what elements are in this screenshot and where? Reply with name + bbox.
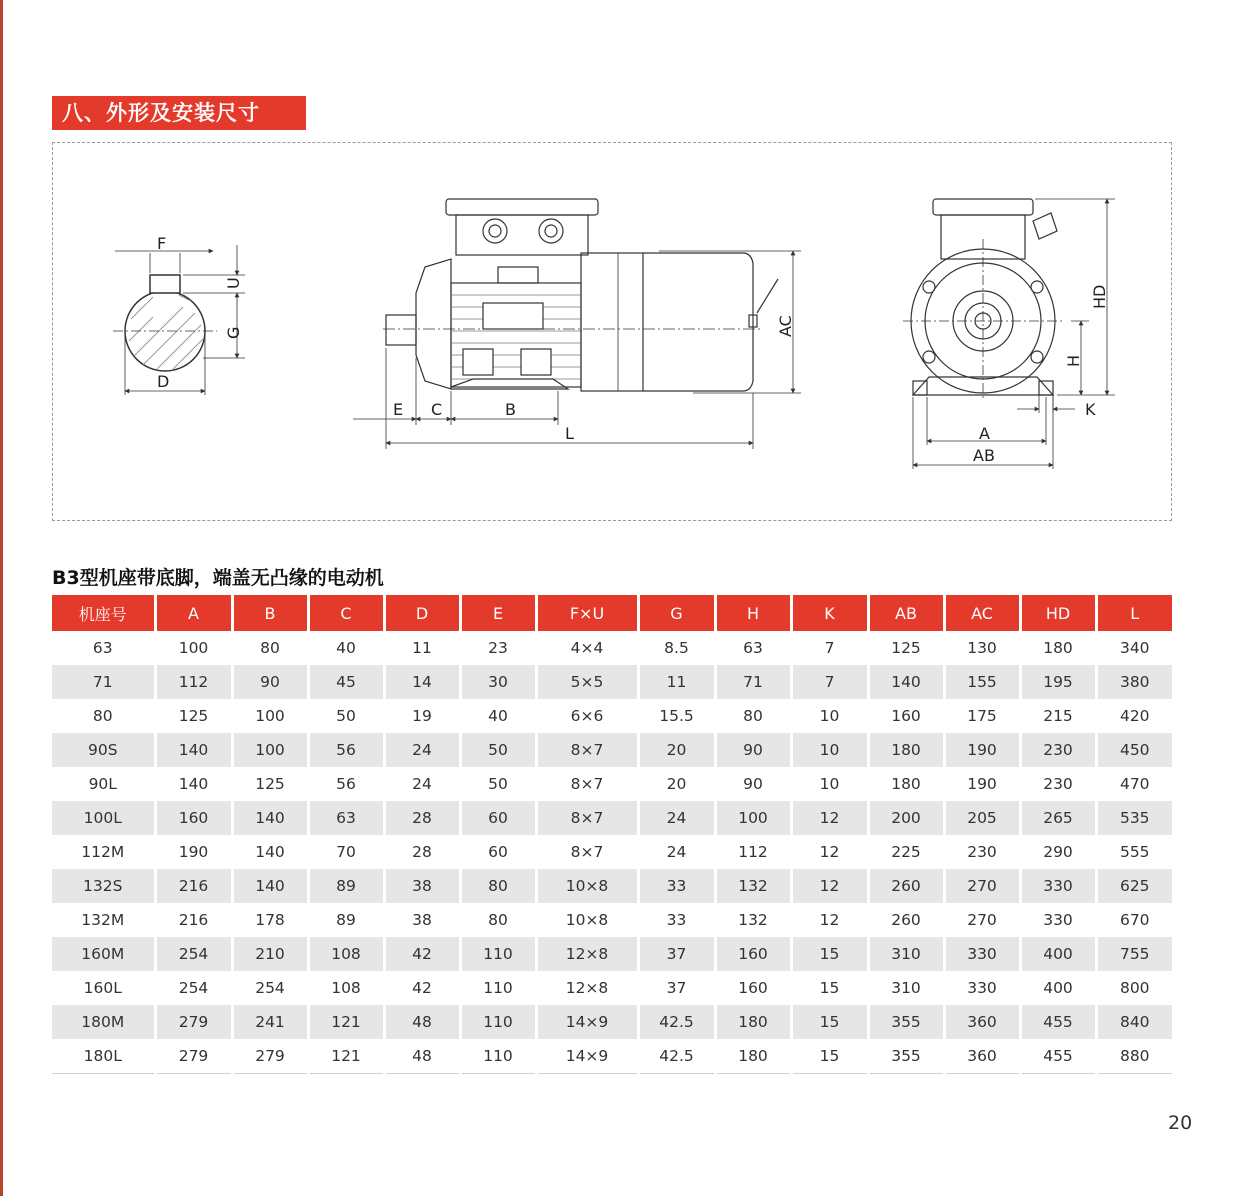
table-cell: 180 bbox=[1020, 631, 1096, 665]
table-cell: 7 bbox=[791, 665, 868, 699]
table-cell: 15 bbox=[791, 1039, 868, 1074]
table-cell: 195 bbox=[1020, 665, 1096, 699]
table-cell: 670 bbox=[1096, 903, 1172, 937]
table-cell: 8×7 bbox=[536, 733, 638, 767]
table-cell: 270 bbox=[944, 903, 1020, 937]
table-cell: 4×4 bbox=[536, 631, 638, 665]
table-cell: 210 bbox=[232, 937, 308, 971]
column-header: H bbox=[715, 595, 791, 631]
table-header-row bbox=[52, 595, 1172, 631]
table-cell: 205 bbox=[944, 801, 1020, 835]
table-cell: 330 bbox=[944, 937, 1020, 971]
table-cell: 24 bbox=[638, 801, 715, 835]
table-cell: 63 bbox=[308, 801, 384, 835]
table-cell: 121 bbox=[308, 1005, 384, 1039]
frame-size-cell: 132M bbox=[81, 911, 125, 929]
table-cell: 400 bbox=[1020, 971, 1096, 1005]
table-cell: 45 bbox=[308, 665, 384, 699]
table-cell: 840 bbox=[1096, 1005, 1172, 1039]
motor-side-view bbox=[353, 199, 801, 449]
table-cell: 33 bbox=[638, 903, 715, 937]
table-cell: 14 bbox=[384, 665, 460, 699]
table-cell: 260 bbox=[868, 903, 944, 937]
table-cell: 12×8 bbox=[536, 937, 638, 971]
table-cell: 110 bbox=[460, 971, 536, 1005]
table-cell: 330 bbox=[1020, 903, 1096, 937]
table-cell: 360 bbox=[944, 1039, 1020, 1074]
table-cell: 140 bbox=[232, 869, 308, 903]
table-cell: 216 bbox=[155, 903, 232, 937]
table-cell: 42.5 bbox=[638, 1039, 715, 1074]
column-header: K bbox=[791, 595, 868, 631]
table-cell: 10×8 bbox=[536, 903, 638, 937]
table-cell: 254 bbox=[155, 971, 232, 1005]
table-cell: 535 bbox=[1096, 801, 1172, 835]
table-cell: 90 bbox=[232, 665, 308, 699]
table-cell: 140 bbox=[232, 835, 308, 869]
table-cell: 63 bbox=[715, 631, 791, 665]
table-cell: 20 bbox=[638, 733, 715, 767]
table-cell: 260 bbox=[868, 869, 944, 903]
table-cell: 100 bbox=[715, 801, 791, 835]
table-cell: 330 bbox=[944, 971, 1020, 1005]
table-cell: 15 bbox=[791, 937, 868, 971]
dimension-drawing bbox=[52, 142, 1172, 521]
table-cell: 19 bbox=[384, 699, 460, 733]
table-cell: 279 bbox=[232, 1039, 308, 1074]
table-cell: 11 bbox=[638, 665, 715, 699]
table-cell: 80 bbox=[232, 631, 308, 665]
dim-label-u: U bbox=[224, 277, 243, 289]
table-cell: 132 bbox=[715, 903, 791, 937]
table-cell: 310 bbox=[868, 971, 944, 1005]
table-cell: 89 bbox=[308, 903, 384, 937]
table-cell: 50 bbox=[308, 699, 384, 733]
table-cell: 40 bbox=[460, 699, 536, 733]
table-cell: 880 bbox=[1096, 1039, 1172, 1074]
table-cell: 56 bbox=[308, 767, 384, 801]
table-cell: 10 bbox=[791, 699, 868, 733]
table-cell: 14×9 bbox=[536, 1039, 638, 1074]
table-cell: 160 bbox=[868, 699, 944, 733]
table-cell: 190 bbox=[944, 733, 1020, 767]
frame-size-cell: 160L bbox=[83, 979, 122, 997]
table-cell: 230 bbox=[1020, 733, 1096, 767]
table-row bbox=[52, 699, 1172, 733]
page-number: 20 bbox=[1168, 1112, 1193, 1134]
table-row bbox=[52, 1039, 1172, 1074]
page-edge-line bbox=[0, 0, 3, 1196]
table-row bbox=[52, 971, 1172, 1005]
dim-label-ac: AC bbox=[776, 315, 795, 337]
table-cell: 24 bbox=[384, 733, 460, 767]
table-cell: 241 bbox=[232, 1005, 308, 1039]
table-cell: 50 bbox=[460, 733, 536, 767]
table-row bbox=[52, 733, 1172, 767]
table-cell: 380 bbox=[1096, 665, 1172, 699]
dim-label-l: L bbox=[565, 424, 574, 443]
table-cell: 125 bbox=[868, 631, 944, 665]
table-cell: 7 bbox=[791, 631, 868, 665]
frame-size-cell: 132S bbox=[52, 869, 155, 903]
table-cell: 90 bbox=[715, 767, 791, 801]
table-cell: 5×5 bbox=[536, 665, 638, 699]
table-row bbox=[52, 767, 1172, 801]
table-cell: 12 bbox=[791, 835, 868, 869]
frame-size-cell: 180M bbox=[52, 1005, 155, 1039]
table-cell: 90 bbox=[715, 733, 791, 767]
column-header: D bbox=[384, 595, 460, 631]
frame-size-cell: 180L bbox=[52, 1039, 155, 1074]
table-cell: 12 bbox=[791, 903, 868, 937]
frame-size-cell: 90L bbox=[88, 775, 117, 793]
column-header: E bbox=[460, 595, 536, 631]
table-cell: 15 bbox=[791, 1005, 868, 1039]
frame-size-cell: 112M bbox=[81, 843, 125, 861]
table-row bbox=[52, 631, 1172, 665]
table-cell: 108 bbox=[308, 971, 384, 1005]
table-cell: 140 bbox=[155, 767, 232, 801]
table-cell: 230 bbox=[944, 835, 1020, 869]
dim-label-d: D bbox=[157, 372, 170, 391]
table-cell: 200 bbox=[868, 801, 944, 835]
table-cell: 110 bbox=[460, 937, 536, 971]
table-cell: 155 bbox=[944, 665, 1020, 699]
table-cell: 24 bbox=[384, 767, 460, 801]
column-header: L bbox=[1096, 595, 1172, 631]
table-row bbox=[52, 869, 1172, 903]
table-cell: 80 bbox=[715, 699, 791, 733]
table-cell: 33 bbox=[638, 869, 715, 903]
table-cell: 48 bbox=[384, 1005, 460, 1039]
table-cell: 38 bbox=[384, 869, 460, 903]
table-cell: 180 bbox=[715, 1005, 791, 1039]
column-header: 机座号 bbox=[52, 595, 155, 631]
frame-size-cell: 63 bbox=[92, 639, 113, 657]
table-row bbox=[52, 903, 1172, 937]
table-cell: 71 bbox=[715, 665, 791, 699]
table-cell: 125 bbox=[155, 699, 232, 733]
dim-label-e: E bbox=[393, 400, 404, 419]
frame-size-cell: 160M bbox=[52, 937, 155, 971]
table-cell: 24 bbox=[638, 835, 715, 869]
table-cell: 110 bbox=[460, 1039, 536, 1074]
frame-size-cell: 71 bbox=[52, 665, 155, 699]
table-cell: 180 bbox=[715, 1039, 791, 1074]
dim-label-h: H bbox=[1064, 354, 1083, 367]
table-cell: 23 bbox=[460, 631, 536, 665]
dim-label-b: B bbox=[505, 400, 516, 419]
table-cell: 48 bbox=[384, 1039, 460, 1074]
table-cell: 178 bbox=[232, 903, 308, 937]
dim-label-k: K bbox=[1085, 400, 1096, 419]
table-cell: 40 bbox=[308, 631, 384, 665]
column-header: F×U bbox=[536, 595, 638, 631]
table-row bbox=[52, 937, 1172, 971]
table-cell: 180 bbox=[868, 767, 944, 801]
table-cell: 8×7 bbox=[536, 767, 638, 801]
table-cell: 89 bbox=[308, 869, 384, 903]
table-cell: 265 bbox=[1020, 801, 1096, 835]
table-cell: 160 bbox=[155, 801, 232, 835]
table-cell: 37 bbox=[638, 971, 715, 1005]
dim-label-f: F bbox=[157, 234, 167, 253]
table-cell: 215 bbox=[1020, 699, 1096, 733]
table-row bbox=[52, 801, 1172, 835]
table-cell: 125 bbox=[232, 767, 308, 801]
table-cell: 15 bbox=[791, 971, 868, 1005]
table-cell: 20 bbox=[638, 767, 715, 801]
table-cell: 8×7 bbox=[536, 835, 638, 869]
motor-front-view bbox=[903, 199, 1115, 469]
table-cell: 10×8 bbox=[536, 869, 638, 903]
frame-size-cell: 90S bbox=[52, 733, 155, 767]
table-cell: 160 bbox=[715, 937, 791, 971]
table-cell: 360 bbox=[944, 1005, 1020, 1039]
table-cell: 100 bbox=[232, 733, 308, 767]
table-cell: 10 bbox=[791, 767, 868, 801]
table-cell: 12 bbox=[791, 869, 868, 903]
table-cell: 290 bbox=[1020, 835, 1096, 869]
table-row bbox=[52, 665, 1172, 699]
table-cell: 100 bbox=[155, 631, 232, 665]
table-cell: 310 bbox=[868, 937, 944, 971]
dimension-table bbox=[52, 595, 1172, 1074]
table-cell: 555 bbox=[1096, 835, 1172, 869]
table-cell: 30 bbox=[460, 665, 536, 699]
column-header: A bbox=[155, 595, 232, 631]
table-cell: 80 bbox=[460, 903, 536, 937]
dim-label-a: A bbox=[979, 424, 990, 443]
table-cell: 121 bbox=[308, 1039, 384, 1074]
table-cell: 470 bbox=[1096, 767, 1172, 801]
table-cell: 270 bbox=[944, 869, 1020, 903]
table-row bbox=[52, 1005, 1172, 1039]
dim-label-ab: AB bbox=[973, 446, 995, 465]
table-title: B3型机座带底脚，端盖无凸缘的电动机 bbox=[52, 567, 384, 589]
table-cell: 42.5 bbox=[638, 1005, 715, 1039]
shaft-section-view bbox=[113, 234, 245, 395]
table-cell: 100 bbox=[232, 699, 308, 733]
table-cell: 160 bbox=[715, 971, 791, 1005]
table-cell: 140 bbox=[155, 733, 232, 767]
table-cell: 60 bbox=[460, 801, 536, 835]
table-cell: 254 bbox=[155, 937, 232, 971]
column-header: B bbox=[232, 595, 308, 631]
table-cell: 800 bbox=[1096, 971, 1172, 1005]
table-cell: 60 bbox=[460, 835, 536, 869]
table-cell: 12 bbox=[791, 801, 868, 835]
table-cell: 455 bbox=[1020, 1039, 1096, 1074]
table-cell: 50 bbox=[460, 767, 536, 801]
table-cell: 56 bbox=[308, 733, 384, 767]
table-cell: 755 bbox=[1096, 937, 1172, 971]
frame-size-cell: 100L bbox=[52, 801, 155, 835]
table-cell: 455 bbox=[1020, 1005, 1096, 1039]
table-cell: 110 bbox=[460, 1005, 536, 1039]
table-cell: 450 bbox=[1096, 733, 1172, 767]
table-cell: 8×7 bbox=[536, 801, 638, 835]
table-cell: 8.5 bbox=[638, 631, 715, 665]
table-cell: 11 bbox=[384, 631, 460, 665]
table-cell: 70 bbox=[308, 835, 384, 869]
table-cell: 132 bbox=[715, 869, 791, 903]
table-cell: 355 bbox=[868, 1005, 944, 1039]
table-cell: 190 bbox=[944, 767, 1020, 801]
dim-label-g: G bbox=[224, 326, 243, 339]
table-cell: 420 bbox=[1096, 699, 1172, 733]
table-row bbox=[52, 835, 1172, 869]
table-cell: 38 bbox=[384, 903, 460, 937]
table-cell: 15.5 bbox=[638, 699, 715, 733]
dim-label-hd: HD bbox=[1090, 284, 1109, 309]
table-cell: 140 bbox=[232, 801, 308, 835]
table-cell: 12×8 bbox=[536, 971, 638, 1005]
table-cell: 130 bbox=[944, 631, 1020, 665]
table-cell: 28 bbox=[384, 835, 460, 869]
table-cell: 230 bbox=[1020, 767, 1096, 801]
table-cell: 175 bbox=[944, 699, 1020, 733]
table-cell: 254 bbox=[232, 971, 308, 1005]
table-cell: 42 bbox=[384, 937, 460, 971]
table-cell: 400 bbox=[1020, 937, 1096, 971]
table-cell: 10 bbox=[791, 733, 868, 767]
table-cell: 216 bbox=[155, 869, 232, 903]
column-header: G bbox=[638, 595, 715, 631]
dim-label-c: C bbox=[431, 400, 443, 419]
section-title: 八、外形及安装尺寸 bbox=[52, 96, 306, 130]
column-header: C bbox=[308, 595, 384, 631]
table-cell: 225 bbox=[868, 835, 944, 869]
column-header: HD bbox=[1020, 595, 1096, 631]
table-cell: 355 bbox=[868, 1039, 944, 1074]
table-cell: 108 bbox=[308, 937, 384, 971]
table-cell: 37 bbox=[638, 937, 715, 971]
column-header: AC bbox=[944, 595, 1020, 631]
table-cell: 279 bbox=[155, 1039, 232, 1074]
table-cell: 112 bbox=[715, 835, 791, 869]
table-cell: 112 bbox=[155, 665, 232, 699]
table-cell: 80 bbox=[460, 869, 536, 903]
frame-size-cell: 80 bbox=[92, 707, 113, 725]
table-cell: 279 bbox=[155, 1005, 232, 1039]
table-cell: 625 bbox=[1096, 869, 1172, 903]
table-cell: 340 bbox=[1096, 631, 1172, 665]
table-cell: 6×6 bbox=[536, 699, 638, 733]
table-cell: 140 bbox=[868, 665, 944, 699]
column-header: AB bbox=[868, 595, 944, 631]
table-cell: 190 bbox=[155, 835, 232, 869]
table-cell: 14×9 bbox=[536, 1005, 638, 1039]
table-cell: 180 bbox=[868, 733, 944, 767]
table-cell: 330 bbox=[1020, 869, 1096, 903]
table-cell: 42 bbox=[384, 971, 460, 1005]
table-cell: 28 bbox=[384, 801, 460, 835]
